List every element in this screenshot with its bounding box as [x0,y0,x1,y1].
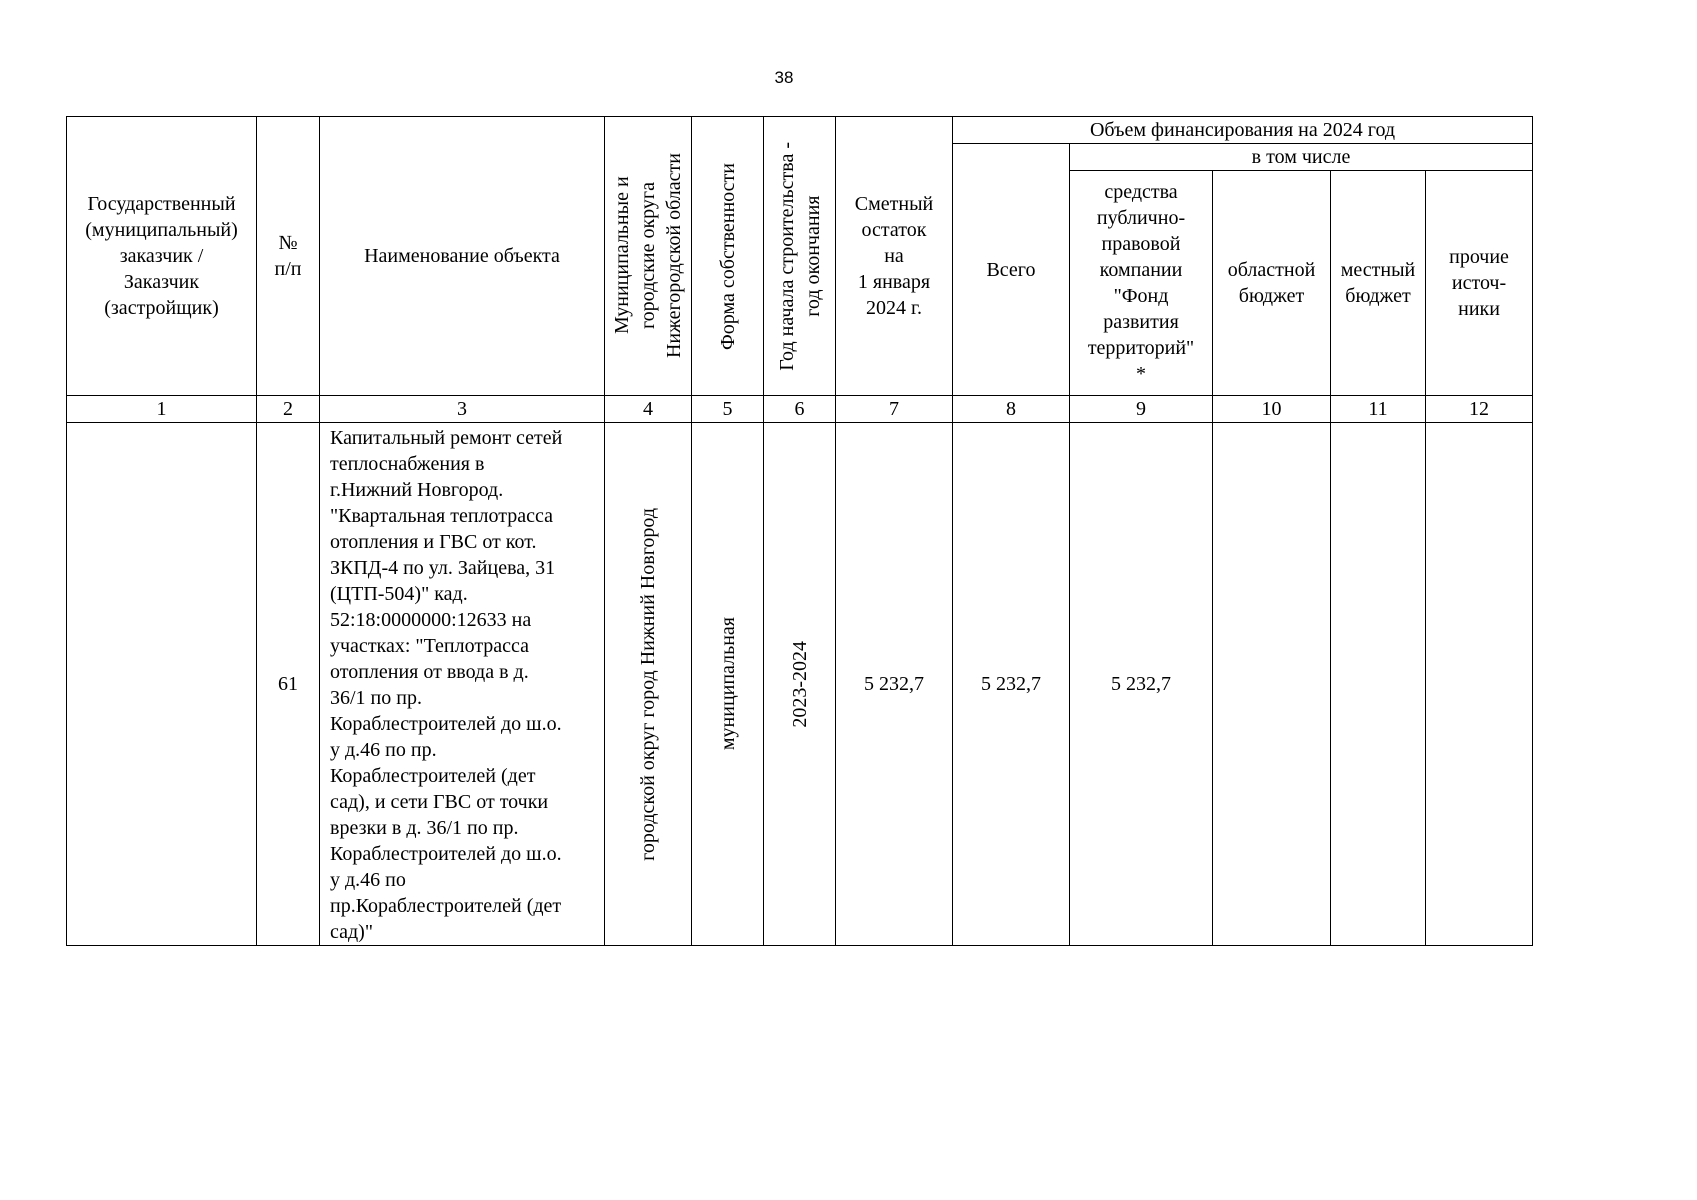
table-row [67,423,1533,946]
header-years-cell [764,117,836,396]
header-other-sources: прочие источ- ники [1426,171,1533,396]
column-number: 11 [1331,396,1426,423]
page-number: 38 [774,68,794,87]
header-ownership-cell [692,117,764,396]
column-number: 1 [67,396,257,423]
row-years: 2023-2024 [788,640,811,728]
row-ownership-cell [692,423,764,946]
column-number: 10 [1213,396,1331,423]
header-customer: Государственный (муниципальный) заказчик / Заказчик (застройщик) [67,117,257,396]
row-years-cell [764,423,836,946]
row-municipality-cell [605,423,692,946]
header-local-budget: местный бюджет [1331,171,1426,396]
column-number: 4 [605,396,692,423]
row-total: 5 232,7 [953,423,1070,946]
row-municipality: городской округ город Нижний Новгород [637,507,659,861]
header-total: Всего [953,144,1070,396]
header-ownership: Форма собственности [716,162,739,350]
column-number: 6 [764,396,836,423]
header-including: в том числе [1070,144,1533,171]
header-number: № п/п [257,117,320,396]
row-ownership: муниципальная [716,617,739,751]
row-customer [67,423,257,946]
row-fund: 5 232,7 [1070,423,1213,946]
header-financing-title: Объем финансирования на 2024 год [953,117,1533,144]
header-fund: средства публично- правовой компании "Фонд развития территорий" * [1070,171,1213,396]
column-number: 5 [692,396,764,423]
column-number: 7 [836,396,953,423]
header-object-name: Наименование объекта [320,117,605,396]
row-estimated-balance: 5 232,7 [836,423,953,946]
header-regional-budget: областной бюджет [1213,171,1331,396]
row-regional-budget [1213,423,1331,946]
column-number: 3 [320,396,605,423]
row-object-name: Капитальный ремонт сетей теплоснабжения в г.Нижний Новгород. "Квартальная теплотрасса отопления и ГВС от кот. ЗКПД-4 по ул. Зайцева, 31 (ЦТП-504)" кад. 52:18:0000000:12633 на участках: "Теплотрасса отопления от ввода в д. 36/1 по пр. Кораблестроителей до ш.о. у д.46 по пр. Кораблестроителей (дет сад), и сети ГВС от точки врезки в д. 36/1 по пр. Кораблестроителей до ш.о. у д.46 по пр.Кораблестроителей (дет сад)" [320,423,605,946]
header-years: Год начала строительства - год окончания [775,141,824,371]
row-local-budget [1331,423,1426,946]
financing-table [66,116,1533,946]
column-number-row [67,396,1533,423]
header-estimated-balance: Сметный остаток на 1 января 2024 г. [836,117,953,396]
column-number: 2 [257,396,320,423]
row-number: 61 [257,423,320,946]
header-municipalities-cell [605,117,692,396]
row-other-sources [1426,423,1533,946]
column-number: 9 [1070,396,1213,423]
header-municipalities: Муниципальные и городские округа Нижегородской области [611,153,685,359]
column-number: 8 [953,396,1070,423]
column-number: 12 [1426,396,1533,423]
